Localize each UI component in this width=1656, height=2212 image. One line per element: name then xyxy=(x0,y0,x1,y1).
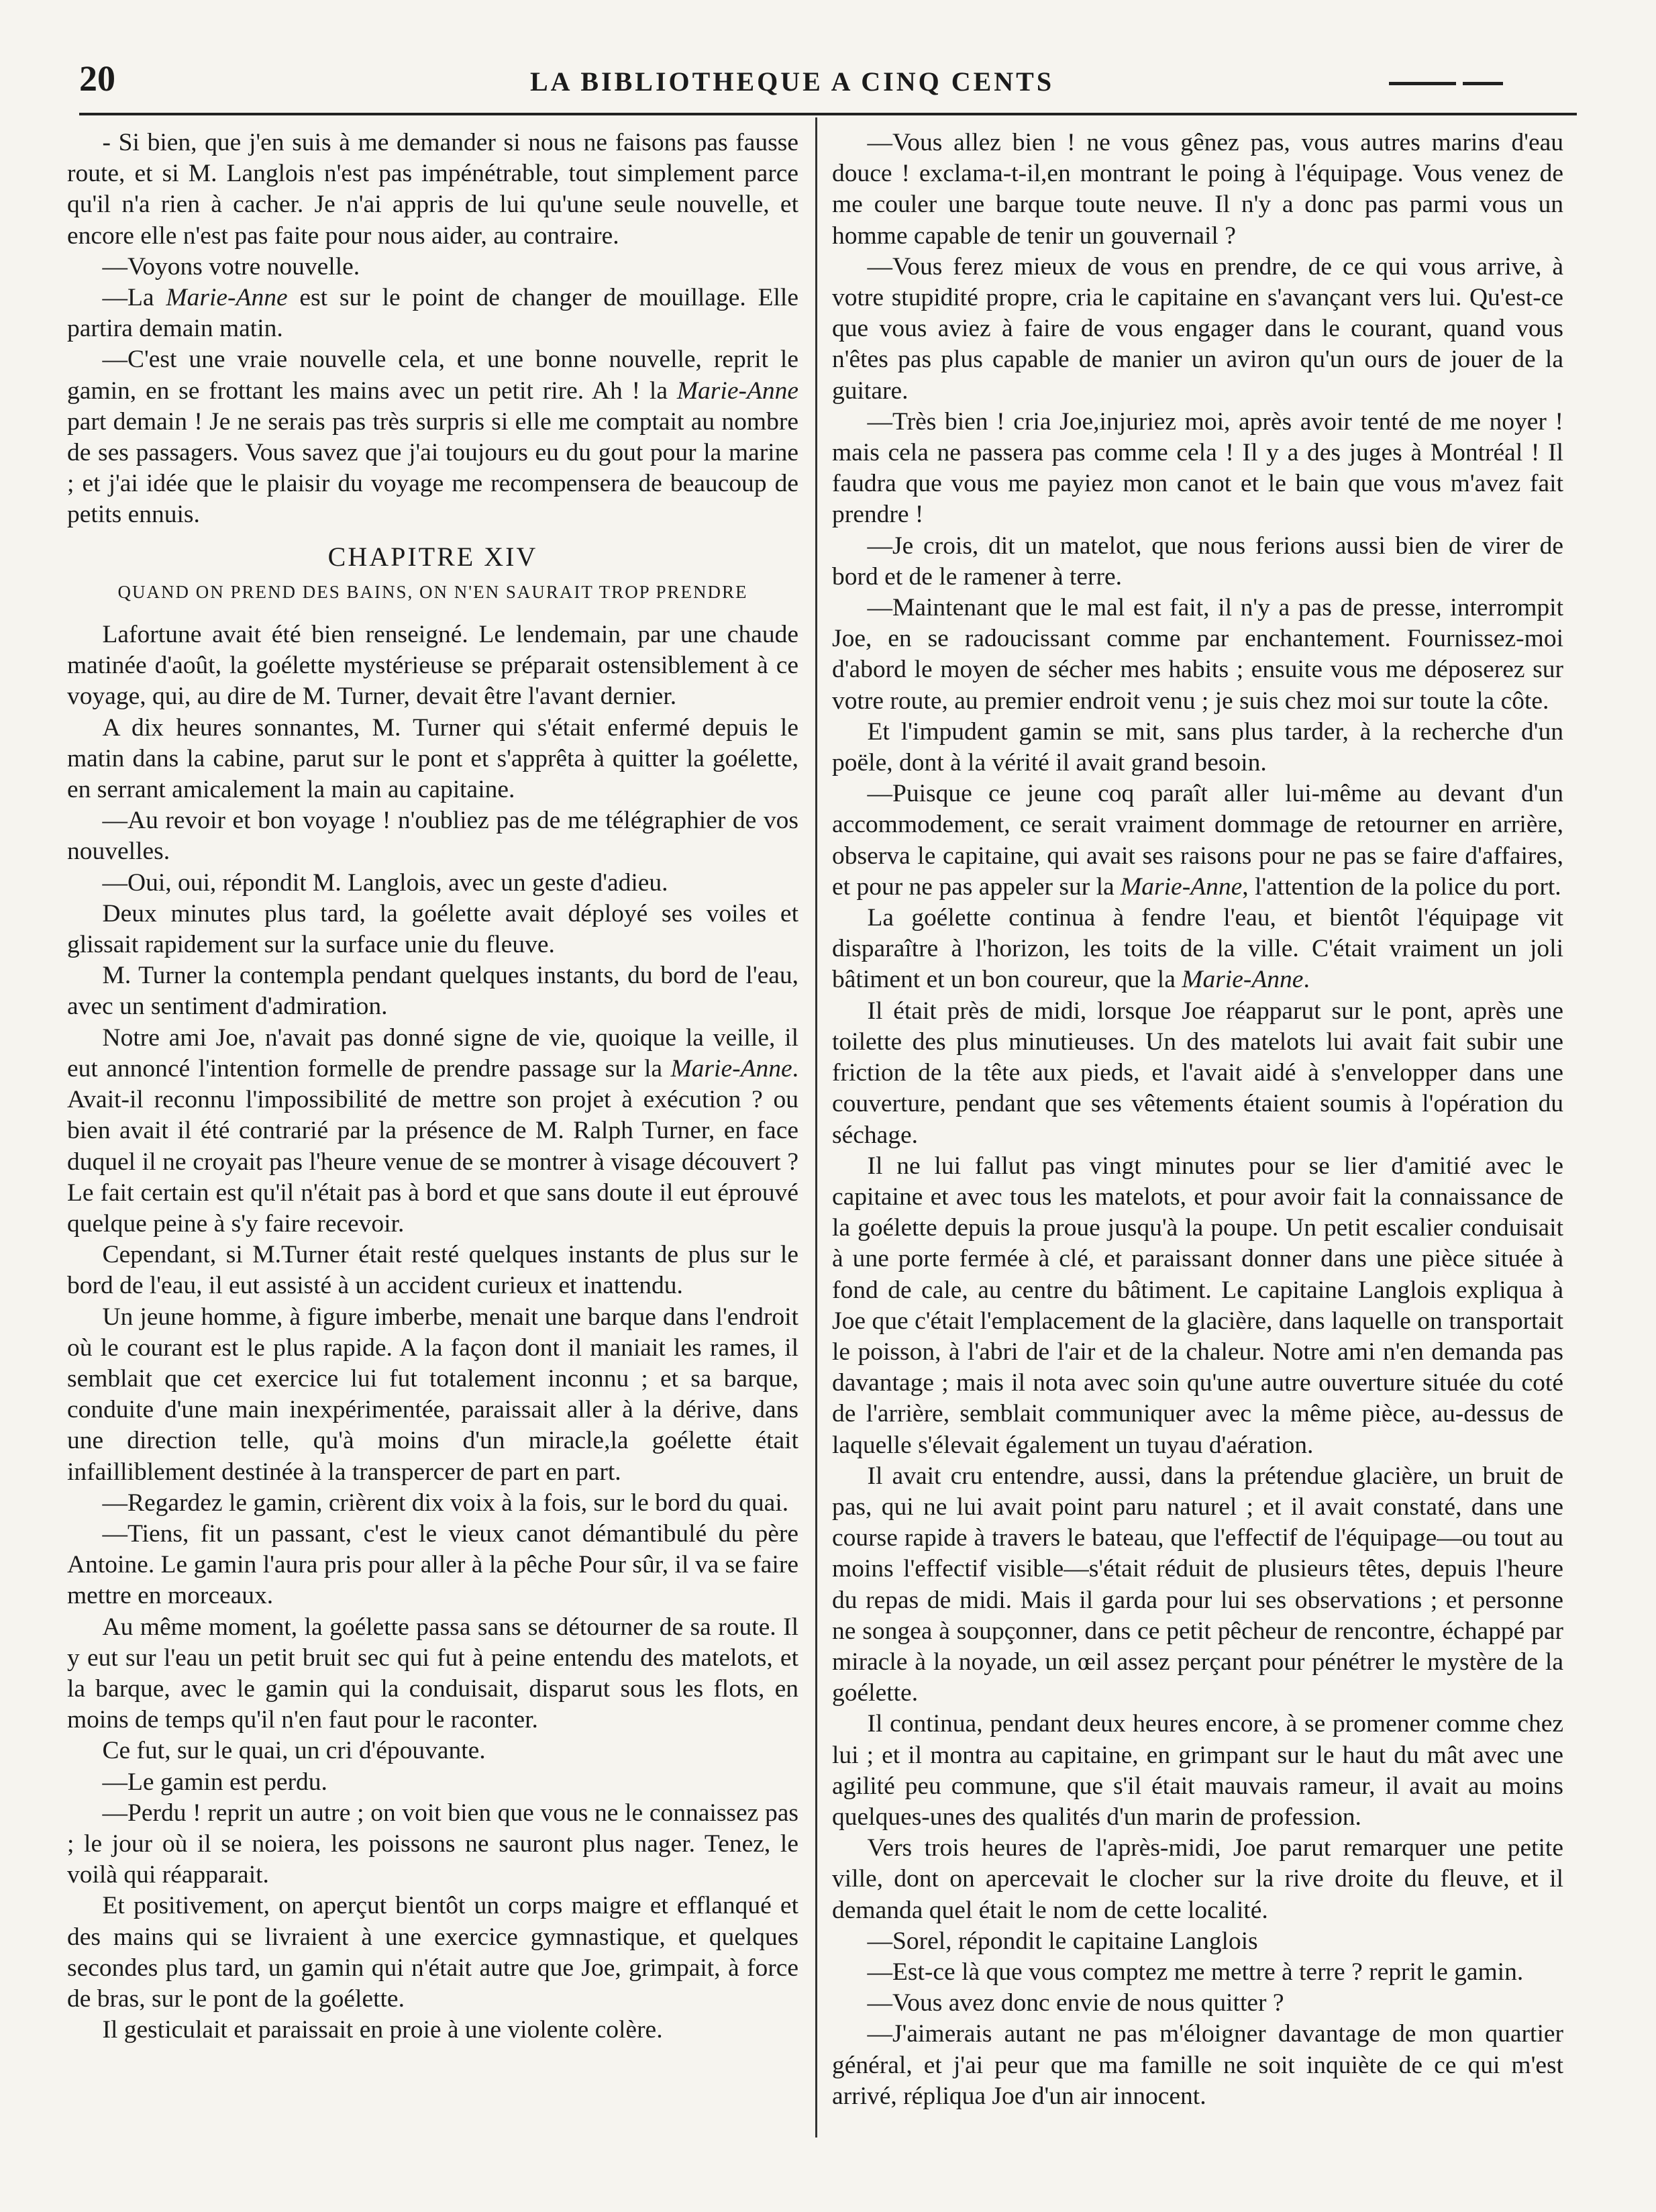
paragraph: —Voyons votre nouvelle. xyxy=(102,252,360,281)
paragraph: Et positivement, on aperçut bientôt un corps maigre et efflanqué et des mains qui se livraient à une exercice gymnastique, et quelques secondes plus tard, un gamin qui n'était autre que Joe, grimpait, à force de bras, sur le pont de la goélette. xyxy=(67,1892,798,2013)
ship-name: Marie-Anne xyxy=(676,376,798,405)
paragraph: —Oui, oui, répondit M. Langlois, avec un geste d'adieu. xyxy=(102,868,668,897)
paragraph: Un jeune homme, à figure imberbe, menait une barque dans l'endroit où le courant est le plus rapide. A la façon dont il maniait les rames, il semblait que cet exercice lui fut totalement inconnu ; et sa barque, conduite d'une main inexpérimentée, paraissait aller à la dérive, dans une direction telle, qu'à moins d'un miracle,la goélette était infailliblement destinée à la transpercer de part en part. xyxy=(67,1303,798,1486)
paragraph: Et l'impudent gamin se mit, sans plus tarder, à la recherche d'un poële, dont à la vérité il avait grand besoin. xyxy=(832,717,1563,777)
paragraph: La goélette continua à fendre l'eau, et bientôt l'équipage vit disparaître à l'horizon, les toits de la ville. C'était vraiment un joli bâtiment et un bon coureur, que la Marie-Anne. xyxy=(832,904,1563,994)
paragraph: Lafortune avait été bien renseigné. Le lendemain, par une chaude matinée d'août, la goélette mystérieuse se préparait ostensiblement à ce voyage, qui, au dire de M. Turner, devait être l'avant dernier. xyxy=(67,621,798,711)
paragraph: Notre ami Joe, n'avait pas donné signe de vie, quoique la veille, il eut annoncé l'intention formelle de prendre passage sur la Marie-Anne. Avait-il reconnu l'impossibilité de mettre son projet à exécution ? ou bien avait il été contrarié par la présence de M. Ralph Turner, en face duquel il ne croyait pas l'heure venue de se montrer à visage découvert ? Le fait certain est qu'il n'était pas à bord et que sans doute il eut éprouvé quelque peine à s'y faire recevoir. xyxy=(67,1023,798,1238)
ship-name: Marie-Anne xyxy=(1182,966,1304,994)
paragraph: Il avait cru entendre, aussi, dans la prétendue glacière, un bruit de pas, qui ne lui avait point paru naturel ; et il avait constaté, dans une course rapide à travers le bateau, que l'effectif de l'équipage—ou tout au moins l'effectif visible—s'était réduit de plusieurs têtes, depuis l'heure du repas de midi. Mais il garda pour lui ses observations ; et personne ne songea à soupçonner, dans ce petit pêcheur de rencontre, échappé par miracle à la noyade, un œil assez perçant pour pénétrer le mystère de la goélette. xyxy=(832,1462,1563,1707)
paragraph: —Vous allez bien ! ne vous gênez pas, vous autres marins d'eau douce ! exclama-t-il,en montrant le poing à l'équipage. Vous venez de me couler une barque toute neuve. Il n'y a donc pas parmi vous un homme capable de tenir un gouvernail ? xyxy=(832,129,1563,250)
paragraph: —Tiens, fit un passant, c'est le vieux canot démantibulé du père Antoine. Le gamin l'aura pris pour aller à la pêche Pour sûr, il va se faire mettre en morceaux. xyxy=(67,1519,798,1610)
paragraph: Au même moment, la goélette passa sans se détourner de sa route. Il y eut sur l'eau un petit bruit sec qui fut à peine entendu des matelots, et la barque, avec le gamin qui la conduisait, disparut sous les flots, en moins de temps qu'il n'en faut pour le raconter. xyxy=(67,1613,798,1734)
page-number: 20 xyxy=(79,58,115,99)
paragraph: Deux minutes plus tard, la goélette avait déployé ses voiles et glissait rapidement sur la surface unie du fleuve. xyxy=(67,899,798,959)
paragraph: Il ne lui fallut pas vingt minutes pour se lier d'amitié avec le capitaine et avec tous les matelots, et pour avoir fait la connaissance de la goélette depuis la proue jusqu'à la poupe. Un petit escalier conduisait à une porte fermée à clé, et paraissant donner dans une pièce située à fond de cale, au centre du bâtiment. Le capitaine Langlois expliqua à Joe que c'était l'emplacement de la glacière, dans laquelle on transportait le poisson, à l'abri de l'air et de la chaleur. Notre ami n'en demanda pas davantage ; mais il nota avec soin qu'une autre ouverture située du coté de l'arrière, semblait communiquer avec la même pièce, au-dessus de laquelle s'élevait également un tuyau d'aération. xyxy=(832,1152,1563,1459)
header-rule xyxy=(79,113,1577,115)
paragraph: A dix heures sonnantes, M. Turner qui s'était enfermé depuis le matin dans la cabine, parut sur le pont et s'apprêta à quitter la goélette, en serrant amicalement la main au capitaine. xyxy=(67,713,798,804)
right-column xyxy=(832,128,1563,2112)
header-ornament xyxy=(1463,82,1503,85)
chapter-subtitle: QUAND ON PREND DES BAINS, ON N'EN SAURAIT TROP PRENDRE xyxy=(117,581,748,602)
ship-name: Marie-Anne xyxy=(1121,872,1243,901)
paragraph: —Est-ce là que vous comptez me mettre à terre ? reprit le gamin. xyxy=(867,1958,1524,1986)
paragraph: —Perdu ! reprit un autre ; on voit bien que vous ne le connaissez pas ; le jour où il se noiera, les poissons ne sauront plus nager. Tenez, le voilà qui réapparait. xyxy=(67,1799,798,1889)
header-ornament xyxy=(1389,82,1456,85)
paragraph: —Regardez le gamin, crièrent dix voix à la fois, sur le bord du quai. xyxy=(102,1489,789,1517)
paragraph: —Je crois, dit un matelot, que nous ferions aussi bien de virer de bord et de le ramener à terre. xyxy=(832,532,1563,591)
column-divider xyxy=(815,117,817,2138)
paragraph: Vers trois heures de l'après-midi, Joe parut remarquer une petite ville, dont on apercevait le clocher sur la rive droite du fleuve, et il demanda quel était le nom de cette localité. xyxy=(832,1834,1563,1924)
chapter-title: CHAPITRE XIV xyxy=(327,541,538,572)
paragraph: Ce fut, sur le quai, un cri d'épouvante. xyxy=(102,1737,486,1765)
paragraph: —Sorel, répondit le capitaine Langlois xyxy=(867,1927,1258,1955)
paragraph: Il continua, pendant deux heures encore, à se promener comme chez lui ; et il montra au capitaine, en grimpant sur le haut du mât avec une agilité peu commune, que s'il était mauvais rameur, il avait au moins quelques-unes des qualités d'un marin de profession. xyxy=(832,1710,1563,1831)
left-column xyxy=(67,128,798,2046)
paragraph: —Très bien ! cria Joe,injuriez moi, après avoir tenté de me noyer ! mais cela ne passera pas comme cela ! Il y a des juges à Montréal ! Il faudra que vous me payiez mon canot et le bain que vous m'avez fait prendre ! xyxy=(832,407,1563,529)
paragraph: Il gesticulait et paraissait en proie à une violente colère. xyxy=(102,2016,663,2044)
paragraph: —Puisque ce jeune coq paraît aller lui-même au devant d'un accommodement, ce serait vraiment dommage de retourner en arrière, observa le capitaine, qui avait ses raisons pour ne pas se faire d'affaires, et pour ne pas appeler sur la Marie-Anne, l'attention de la police du port. xyxy=(832,780,1563,901)
paragraph: —C'est une vraie nouvelle cela, et une bonne nouvelle, reprit le gamin, en se frottant les mains avec un petit rire. Ah ! la Marie-Anne part demain ! Je ne serais pas très surpris si elle me comptait au nombre de ses passagers. Vous savez que j'ai toujours eu du gout pour la marine ; et j'ai idée que le plaisir du voyage me recompensera de beaucoup de petits ennuis. xyxy=(67,346,798,529)
paragraph: —Maintenant que le mal est fait, il n'y a pas de presse, interrompit Joe, en se radoucissant comme par enchantement. Fournissez-moi d'abord le moyen de sécher mes habits ; ensuite vous me déposerez sur votre route, au premier endroit venu ; je suis chez moi sur toute la côte. xyxy=(832,594,1563,715)
paragraph: —La Marie-Anne est sur le point de changer de mouillage. Elle partira demain matin. xyxy=(67,284,798,343)
paragraph: M. Turner la contempla pendant quelques instants, du bord de l'eau, avec un sentiment d'admiration. xyxy=(67,962,798,1021)
running-title: LA BIBLIOTHEQUE A CINQ CENTS xyxy=(530,66,1055,97)
paragraph: Cependant, si M.Turner était resté quelques instants de plus sur le bord de l'eau, il eut assisté à un accident curieux et inattendu. xyxy=(67,1241,798,1300)
paragraph: —Vous ferez mieux de vous en prendre, de ce qui vous arrive, à votre stupidité propre, cria le capitaine en s'avançant vers lui. Qu'est-ce que vous aviez à faire de vous engager dans le courant, quand vous n'êtes pas plus capable de manier un aviron qu'un ours de jouer de la guitare. xyxy=(832,252,1563,405)
paragraph: —Le gamin est perdu. xyxy=(102,1768,327,1796)
ship-name: Marie-Anne xyxy=(670,1054,792,1083)
ship-name: Marie-Anne xyxy=(166,284,288,312)
paragraph: —Vous avez donc envie de nous quitter ? xyxy=(867,1989,1284,2017)
paragraph: —Au revoir et bon voyage ! n'oubliez pas de me télégraphier de vos nouvelles. xyxy=(67,807,798,866)
paragraph: —J'aimerais autant ne pas m'éloigner davantage de mon quartier général, et j'ai peur que ma famille ne soit inquiète de ce qui m'est arrivé, répliqua Joe d'un air innocent. xyxy=(832,2020,1563,2110)
paragraph: Il était près de midi, lorsque Joe réapparut sur le pont, après une toilette des plus minutieuses. Un des matelots lui avait fait subir une friction de la tête aux pieds, et l'avait aidé à s'envelopper dans une couverture, pendant que ses vêtements étaient soumis à l'opération du séchage. xyxy=(832,997,1563,1149)
paragraph: - Si bien, que j'en suis à me demander si nous ne faisons pas fausse route, et si M. Langlois n'est pas impénétrable, tout simplement parce qu'il n'a rien à cacher. Je n'ai appris de lui qu'une seule nouvelle, et encore elle n'est pas faite pour nous aider, au contraire. xyxy=(67,129,798,250)
